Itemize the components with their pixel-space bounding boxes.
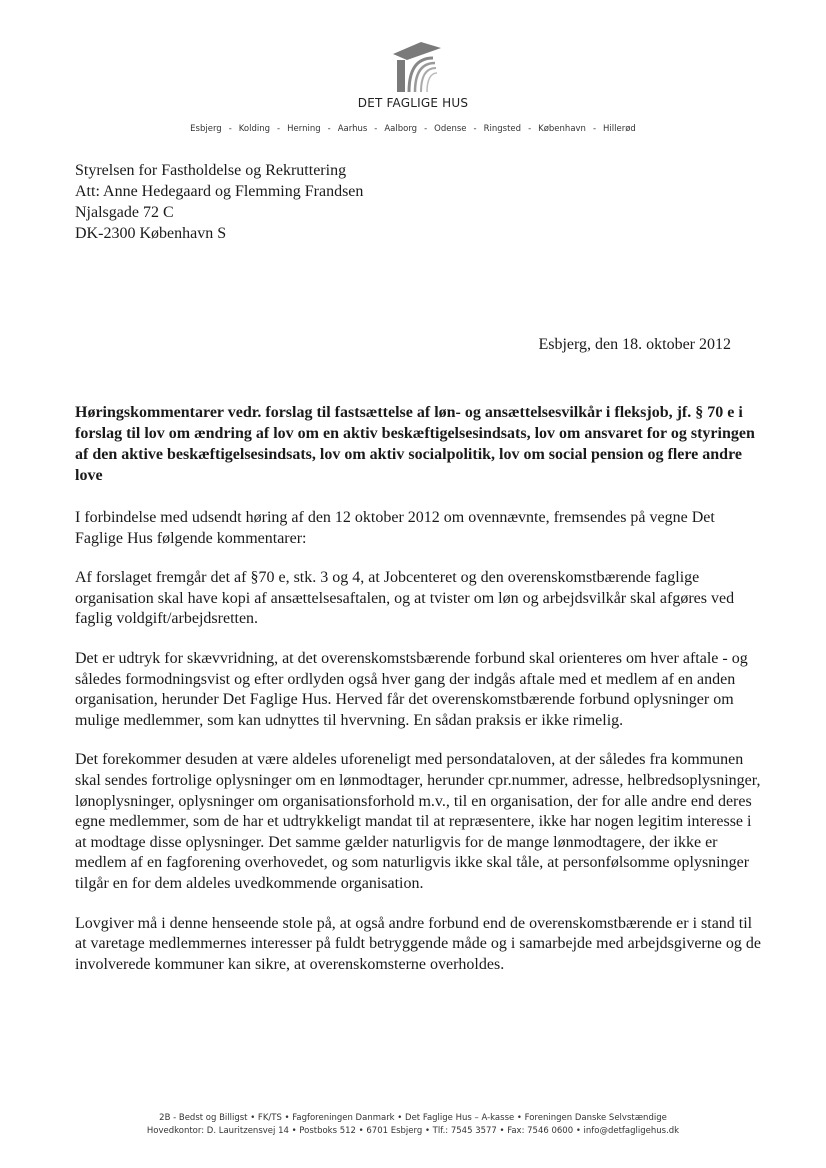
- city-list: [0, 124, 826, 134]
- letter-body: [75, 508, 765, 994]
- city-separator: -: [528, 124, 532, 134]
- city-item: København: [538, 124, 586, 134]
- body-paragraph: I forbindelse med udsendt høring af den 12 oktober 2012 om ovennævnte, fremsendes på vegne Det Faglige Hus følgende kommentarer:: [75, 509, 715, 547]
- recipient-line: Att: Anne Hedegaard og Flemming Frandsen: [75, 183, 364, 200]
- city-separator: -: [592, 124, 597, 134]
- city-item: Odense: [434, 124, 467, 134]
- recipient-line: DK-2300 København S: [75, 225, 227, 242]
- city-item: Aarhus: [337, 124, 368, 134]
- body-paragraph: Det er udtryk for skævvridning, at det overenskomstsbærende forbund skal orienteres om hver aftale - og således formodningsvist og efter ordlyden også hver gang der indgås aftale med et medlem af en anden organisation, herunder Det Faglige Hus. Herved får det overenskomstbærende forbund oplysninger om mulige medlemmer, som kan udnyttes til hvervning. En sådan praksis er ikke rimelig.: [75, 649, 748, 729]
- house-logo-icon: [385, 40, 445, 95]
- recipient-line: Styrelsen for Fastholdelse og Rekruttering: [75, 162, 347, 179]
- city-separator: -: [228, 124, 232, 134]
- subject-heading: Høringskommentarer vedr. forslag til fastsættelse af løn- og ansættelsesvilkår i fleksjob, jf. § 70 e i forslag til lov om ændring af lov om en aktiv beskæftigelsesindsats, lov om ansvaret for og styringen af den aktive beskæftigelsesindsats, lov om aktiv socialpolitik, lov om social pension og flere andre love: [75, 404, 755, 484]
- city-item: Kolding: [238, 124, 271, 134]
- city-item: Ringsted: [483, 124, 522, 134]
- letter-footer: [0, 1112, 826, 1138]
- recipient-address: [75, 160, 363, 244]
- body-paragraph: Af forslaget fremgår det af §70 e, stk. 3 og 4, at Jobcenteret og den overenskomstbærende faglige organisation skal have kopi af ansættelsesaftalen, og at tvister om løn og arbejdsvilkår skal afgøres ved faglig voldgift/arbejdsretten.: [75, 569, 735, 628]
- brand-name: DET FAGLIGE HUS: [357, 96, 469, 110]
- city-item: Aalborg: [384, 124, 418, 134]
- body-paragraph: Lovgiver må i denne henseende stole på, at også andre forbund end de overenskomstbærende er i stand til at varetage medlemmernes interesser på fuldt betryggende måde og i samarbejde med arbejdsgiverne og de involverede kommuner kan sikre, at overenskomsterne overholdes.: [75, 914, 761, 973]
- recipient-line: Njalsgade 72 C: [75, 204, 174, 221]
- footer-line: 2B - Bedst og Billigst • FK/TS • Fagforeningen Danmark • Det Faglige Hus – A-kasse • Foreningen Danske Selvstændige: [159, 1113, 667, 1123]
- city-item: Herning: [287, 124, 321, 134]
- body-paragraph: Det forekommer desuden at være aldeles uforeneligt med persondataloven, at der således fra kommunen skal sendes fortrolige oplysninger om en lønmodtager, herunder cpr.nummer, adresse, helbredsoplysninger, lønoplysninger, oplysninger om organisationsforhold m.v., til en organisation, der for alle andre end deres egne medlemmer, som de har et udtrykkeligt mandat til at repræsentere, ikke har nogen legitim interesse i at modtage disse oplysninger. Det samme gælder naturligvis for de mange lønmodtagere, der ikke er medlem af en fagforening overhovedet, og som naturligvis ikke skal tåle, at personfølsomme oplysninger tilgår en for dem aldeles uvedkommende organisation.: [75, 751, 761, 892]
- footer-line: Hovedkontor: D. Lauritzensvej 14 • Postboks 512 • 6701 Esbjerg • Tlf.: 7545 3577 • Fax: 7546 0600 • info@detfagligehus.dk: [146, 1126, 680, 1136]
- city-item: Hillerød: [603, 124, 636, 134]
- city-separator: -: [424, 124, 428, 134]
- city-separator: -: [277, 124, 281, 134]
- letter-date: Esbjerg, den 18. oktober 2012: [538, 336, 731, 353]
- city-separator: -: [473, 124, 477, 134]
- city-separator: -: [327, 124, 331, 134]
- city-item: Esbjerg: [190, 124, 222, 134]
- city-separator: -: [374, 124, 378, 134]
